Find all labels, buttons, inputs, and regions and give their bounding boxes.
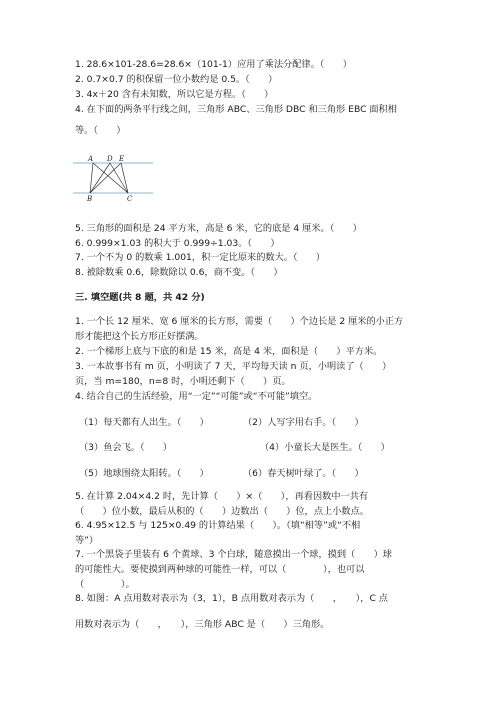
fill-q7-line2: 的可能性大。要使摸到两种球的可能性一样，可以（ ），也可以 [75, 564, 365, 575]
fill-q4: 4. 结合自己的生活经验，用“一定”“可能”或“不可能”填空。 [75, 391, 318, 402]
fill-q5-line2: （ ）位小数，最后从积的（ ）边数出（ ）位，点上小数点。 [75, 506, 369, 517]
segment-ec [121, 163, 128, 193]
fill-q4-item-1: （1）每天都有人出生。（ ） [79, 417, 209, 428]
fill-q6-line1: 6. 4.95×12.5 与 125×0.49 的计算结果（ ）。（填“相等”或“不相 [75, 520, 361, 531]
point-label-e: E [119, 155, 125, 163]
fill-q8-line2: 用数对表示为（ ， ），三角形 ABC 是（ ）三角形。 [75, 619, 330, 630]
fill-q1-line2: 形才能把这个长方形正好摆满。 [75, 331, 204, 342]
point-label-c: C [127, 195, 133, 203]
fill-q3-line2: 页，当 m=180，n=8 时，小明还剩下（ ）页。 [75, 376, 291, 387]
parallel-lines-figure [73, 153, 153, 203]
judge-q5: 5. 三角形的面积是 24 平方米，高是 6 米，它的底是 4 厘米。（ ） [75, 223, 362, 234]
segment-ac [93, 163, 128, 193]
fill-q2: 2. 一个梯形上底与下底的和是 15 米，高是 4 米，面积是（ ）平方米。 [75, 346, 383, 357]
fill-q4-item-4: （4）小童长大是医生。（ ） [260, 442, 390, 453]
fill-q7-line1: 7. 一个黑袋子里装有 6 个黄球、3 个白球，随意摸出一个球，摸到（ ）球 [75, 549, 392, 560]
judge-q6: 6. 0.999×1.03 的积大于 0.999÷1.03。（ ） [75, 238, 280, 249]
judge-q2: 2. 0.7×0.7 的积保留一位小数约是 0.5。（ ） [75, 74, 278, 85]
segment-db [90, 163, 110, 193]
judge-q3: 3. 4x＋20 含有未知数，所以它是方程。（ ） [75, 89, 274, 100]
fill-q8-line1: 8. 如图：A 点用数对表示为（3，1），B 点用数对表示为（ ， ），C 点 [75, 593, 388, 604]
fill-q7-line3: （ ）。 [75, 579, 135, 590]
fill-q1-line1: 1. 一个长 12 厘米、宽 6 厘米的长方形，需要（ ）个边长是 2 厘米的小正方 [75, 316, 404, 327]
fill-q5-line1: 5. 在计算 2.04×4.2 时，先计算（ ）×（ ），再看因数中一共有 [75, 491, 369, 502]
fill-q4-item-5: （5）地球围绕太阳转。（ ） [79, 468, 209, 479]
segment-eb [90, 163, 121, 193]
judge-q4-line1: 4. 在下面的两条平行线之间，三角形 ABC、三角形 DBC 和三角形 EBC 面积相 [75, 104, 397, 115]
point-label-d: D [107, 155, 113, 163]
point-label-a: A [88, 155, 94, 163]
judge-q4-line2: 等。（ ） [75, 125, 126, 136]
judge-q7: 7. 一个不为 0 的数乘 1.001，积一定比原来的数大。（ ） [75, 252, 326, 263]
fill-q4-item-6: （6）春天树叶绿了。（ ） [243, 468, 364, 479]
fill-q4-item-3: （3）鱼会飞。（ ） [79, 442, 173, 453]
fill-q3-line1: 3. 一本故事书有 m 页，小明读了 7 天，平均每天读 n 页，小明读了（ ） [75, 361, 392, 372]
section-3-heading: 三. 填空题(共 8 题，共 42 分) [75, 292, 205, 303]
segment-ab [90, 163, 93, 193]
fill-q6-line2: 等”） [75, 535, 99, 546]
fill-q4-item-2: （2）人写字用右手。（ ） [243, 417, 364, 428]
segment-dc [110, 163, 128, 193]
judge-q8: 8. 被除数乘 0.6，除数除以 0.6，商不变。（ ） [75, 267, 283, 278]
judge-q1: 1. 28.6×101-28.6=28.6×（101-1）应用了乘法分配律。（ ） [75, 59, 352, 70]
point-label-b: B [87, 195, 93, 203]
